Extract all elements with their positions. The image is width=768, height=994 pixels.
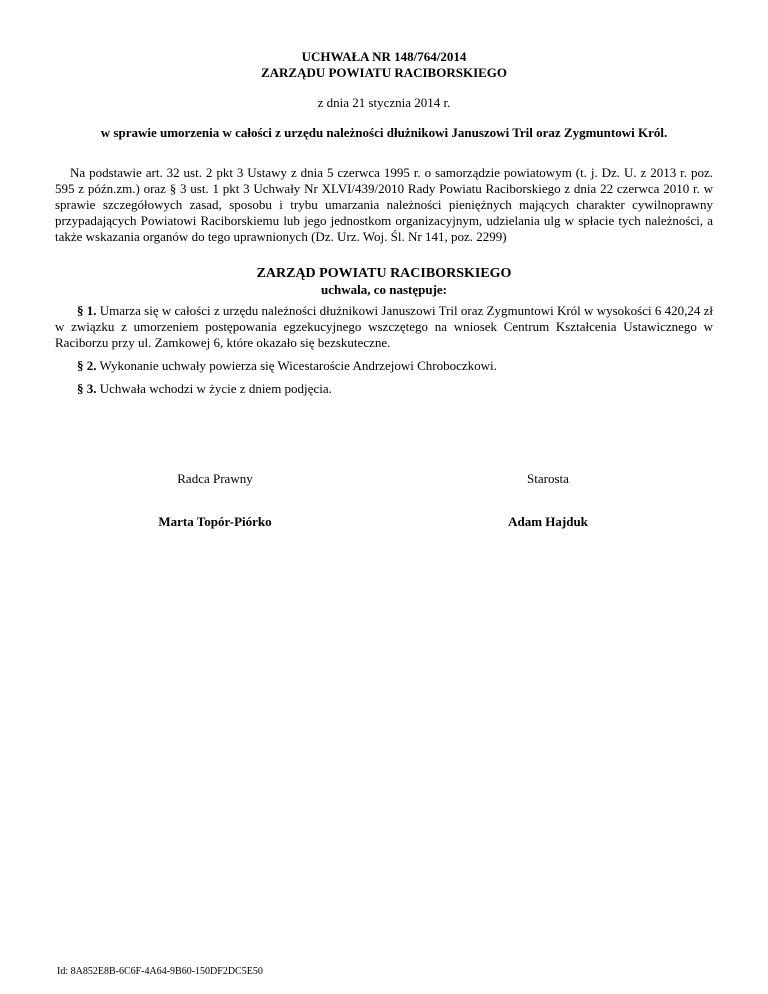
resolution-title: UCHWAŁA NR 148/764/2014 — [301, 49, 467, 64]
legal-basis-preamble: Na podstawie art. 32 ust. 2 pkt 3 Ustawy z dnia 5 czerwca 1995 r. o samorządzie powiatowym (t. j. Dz. U. z 2013 r. poz. 595 z późn.zm.) oraz § 3 ust. 1 pkt 3 Uchwały Nr XLVI/439/2010 Rady Powiatu Raciborskiego z dnia 22 czerwca 2010 r. w sprawie szczegółowych zasad, sposobu i trybu umarzania należności pieniężnych mających charakter cywilnoprawny przypadających Powiatowi Raciborskiemu lub jego jednostkom organizacyjnym, udzielania ulg w spłacie tych należności, a także wskazania organów do tego uprawnionych (Dz. Urz. Woj. Śl. Nr 141, poz. 2299) — [55, 165, 713, 244]
board-heading: ZARZĄD POWIATU RACIBORSKIEGO — [256, 266, 512, 281]
signature-left-role: Radca Prawny — [177, 471, 253, 486]
signature-right-role: Starosta — [527, 471, 569, 486]
signature-left-name: Marta Topór-Piórko — [158, 514, 272, 529]
section-3-text: Uchwała wchodzi w życie z dniem podjęcia. — [99, 381, 332, 396]
resolution-subject: w sprawie umorzenia w całości z urzędu należności dłużnikowi Januszowi Tril oraz Zygmuntowi Król. — [100, 125, 668, 140]
signature-right-name: Adam Hajduk — [508, 514, 588, 529]
board-decides-line: uchwala, co następuje: — [320, 282, 448, 297]
section-3-paragraph — [55, 381, 713, 397]
resolution-date: z dnia 21 stycznia 2014 r. — [317, 95, 451, 110]
section-1-paragraph — [55, 303, 713, 351]
section-2-text: Wykonanie uchwały powierza się Wicestaroście Andrzejowi Chroboczkowi. — [99, 358, 497, 373]
section-1-number: § 1. — [77, 303, 97, 318]
section-2-number: § 2. — [77, 358, 97, 373]
section-1-text: Umarza się w całości z urzędu należności dłużnikowi Januszowi Tril oraz Zygmuntowi Król w wysokości 6 420,24 zł w związku z umorzeniem postępowania egzekucyjnego wszczętego na wniosek Centrum Kształcenia Ustawicznego w Raciborzu przy ul. Zamkowej 6, które okazało się bezskuteczne. — [55, 303, 714, 350]
section-2-paragraph — [55, 358, 713, 374]
issuing-body-title: ZARZĄDU POWIATU RACIBORSKIEGO — [260, 65, 508, 80]
section-3-number: § 3. — [77, 381, 97, 396]
document-id-footer: Id: 8A852E8B-6C6F-4A64-9B60-150DF2DC5E50 — [57, 966, 263, 977]
